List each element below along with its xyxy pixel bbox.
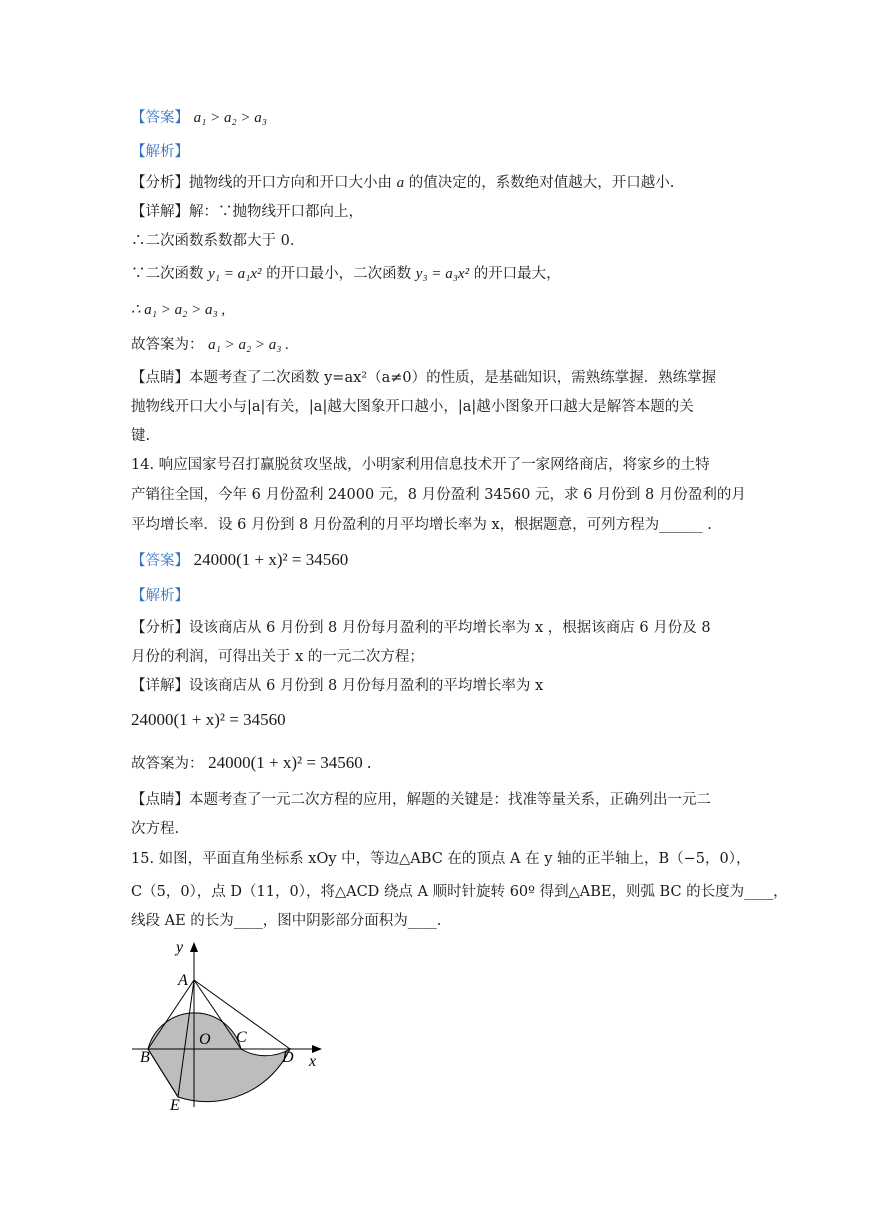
fenxi-text-a: 抛物线的开口方向和开口大小由: [189, 175, 392, 191]
because-y3: y₃ = a₃x²: [415, 266, 470, 282]
final-label: 故答案为：: [131, 756, 204, 772]
fenxi-text-1: 设该商店从 6 月份到 8 月份每月盈利的平均增长率为 x ，根据该商店 6 月份及 8: [189, 620, 711, 636]
label-D: D: [282, 1049, 294, 1066]
q14-analysis-2: 月份的利润，可得出关于 x 的一元二次方程；: [131, 649, 424, 665]
comment-tag: 【点睛】: [131, 370, 189, 386]
final-math: a₁ > a₂ > a₃ .: [208, 337, 289, 353]
q14-comment-2: 次方程.: [131, 821, 180, 837]
q14-comment-1: [131, 790, 711, 810]
label-B: B: [140, 1049, 150, 1066]
detail-tag: 【详解】: [131, 678, 189, 694]
q14-stem-end: .: [707, 517, 712, 533]
q13-final-line: [131, 335, 289, 355]
q14-answer-line: [131, 550, 348, 571]
q13-detail-line: [131, 202, 363, 222]
q13-so-line: ∴ a₁ > a₂ > a₃ ,: [131, 302, 226, 318]
because-c: 的开口最大，: [473, 266, 561, 282]
fenxi-tag: 【分析】: [131, 620, 189, 636]
detail-text: 解：∵抛物线开口都向上，: [189, 204, 363, 220]
comment-text-1: 本题考查了一元二次方程的应用，解题的关键是：找准等量关系，正确列出一元二: [189, 792, 711, 808]
q13-analysis-line: [131, 173, 674, 193]
detail-text: 设该商店从 6 月份到 8 月份每月盈利的平均增长率为 x: [189, 678, 544, 694]
q14-stem-2: 产销往全国，今年 6 月份盈利 24000 元，8 月份盈利 34560 元，求 6 月份到 8 月份盈利的月: [131, 487, 746, 503]
q15-stem-1: 15. 如图，平面直角坐标系 xOy 中，等边△ABC 在的顶点 A 在 y 轴的正半轴上，B（−5，0），: [131, 851, 751, 867]
label-A: A: [178, 972, 188, 989]
answer-tag: 【答案】: [131, 110, 189, 126]
label-x: x: [309, 1053, 317, 1070]
q14-stem-3-line: [131, 515, 712, 535]
q14-detail-line: [131, 676, 543, 696]
q14-analysis-1: [131, 618, 711, 638]
q14-final-line: [131, 753, 371, 774]
final-label: 故答案为：: [131, 337, 204, 353]
q14-detail-equation: 24000(1 + x)² = 34560: [131, 710, 286, 729]
detail-tag: 【详解】: [131, 204, 189, 220]
because-a: ∵二次函数: [131, 266, 204, 282]
analysis-tag: 【解析】: [131, 144, 189, 160]
y-axis-arrow-icon: [190, 942, 198, 952]
q14-stem-1: 14. 响应国家号召打赢脱贫攻坚战，小明家利用信息技术开了一家网络商店，将家乡的土特: [131, 457, 710, 473]
label-O: O: [199, 1031, 211, 1048]
q14-stem-3: 平均增长率．设 6 月份到 8 月份盈利的月平均增长率为 x，根据题意，可列方程为: [131, 517, 660, 533]
q13-because-line: [131, 264, 561, 284]
label-C: C: [236, 1029, 247, 1046]
shaded-region: [148, 1013, 290, 1102]
geometry-figure: [126, 932, 326, 1112]
fenxi-tag: 【分析】: [131, 175, 189, 191]
label-y: y: [176, 939, 184, 956]
label-E: E: [170, 1097, 180, 1112]
q13-comment-1: [131, 368, 716, 388]
final-equation: 24000(1 + x)² = 34560 .: [208, 753, 372, 772]
analysis-tag: 【解析】: [131, 588, 189, 604]
fenxi-text-b: 的值决定的，系数绝对值越大，开口越小.: [408, 175, 675, 191]
q13-answer-line: [131, 108, 267, 128]
answer-tag: 【答案】: [131, 553, 189, 569]
q14-answer-blank: ______: [659, 517, 703, 533]
q15-stem-3: 线段 AE 的长为____，图中阴影部分面积为____.: [131, 913, 442, 929]
x-axis-arrow-icon: [312, 1045, 322, 1053]
q13-therefore-line: ∴二次函数系数都大于 0.: [131, 233, 295, 249]
comment-text-1: 本题考查了二次函数 y=ax²（a≠0）的性质，是基础知识，需熟练掌握．熟练掌握: [189, 370, 717, 386]
q13-comment-2: 抛物线开口大小与|a|有关，|a|越大图象开口越小，|a|越小图象开口越大是解答本题的关: [131, 399, 694, 415]
fenxi-var: a: [396, 175, 405, 191]
answer-math: a₁ > a₂ > a₃: [193, 110, 267, 126]
q15-stem-2: C（5，0），点 D（11，0），将△ACD 绕点 A 顺时针旋转 60º 得到△ABE，则弧 BC 的长度为____，: [131, 884, 788, 900]
because-y1: y₁ = a₁x²: [208, 266, 262, 282]
comment-tag: 【点睛】: [131, 792, 189, 808]
q13-comment-3: 键.: [131, 428, 151, 444]
q14-answer-equation: 24000(1 + x)² = 34560: [193, 550, 349, 569]
because-b: 的开口最小，二次函数: [266, 266, 412, 282]
